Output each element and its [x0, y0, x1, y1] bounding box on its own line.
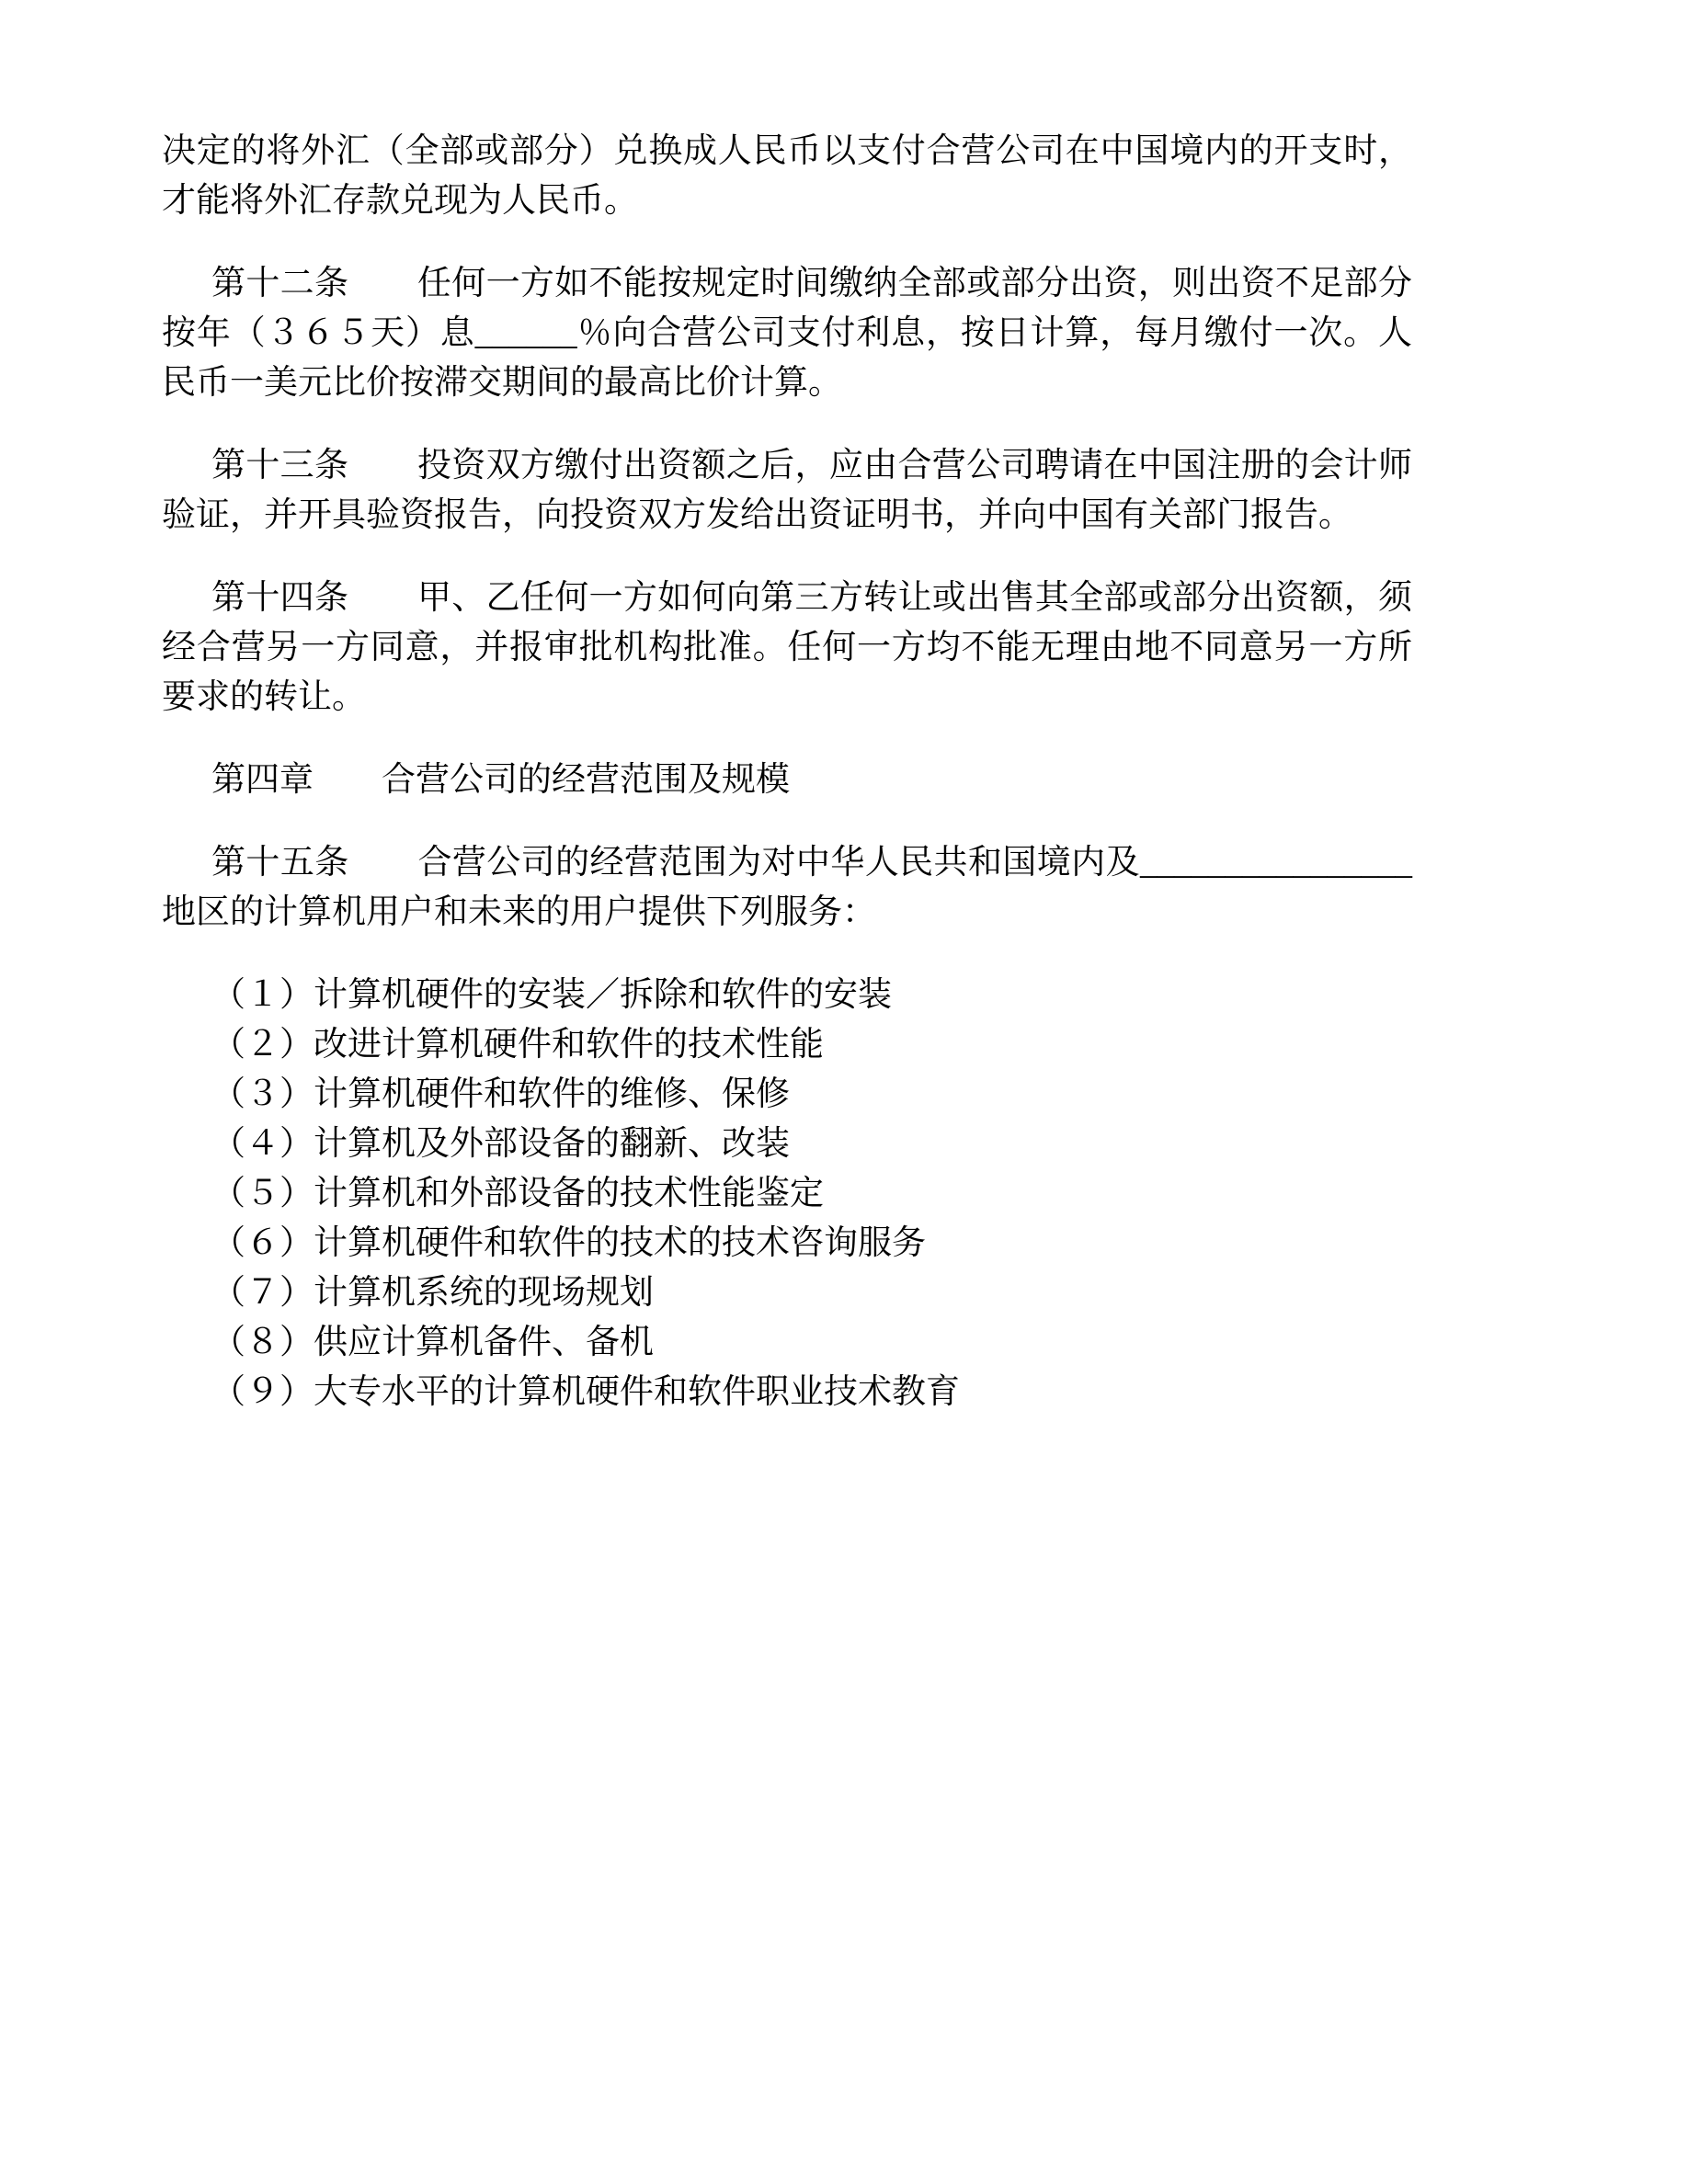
article-12: 第十二条 任何一方如不能按规定时间缴纳全部或部分出资，则出资不足部分按年（３６５天）息______％向合营公司支付利息，按日计算，每月缴付一次。人民币一美元比价按滞交期间的最高比价计算。 — [162, 265, 1412, 402]
service-item-2: （２）改进计算机硬件和软件的技术性能 — [211, 1026, 824, 1064]
article-15: 第十五条 合营公司的经营范围为对中华人民共和国境内及________________地区的计算机用户和未来的用户提供下列服务： — [162, 844, 1412, 931]
service-item-1: （１）计算机硬件的安装／拆除和软件的安装 — [211, 976, 892, 1014]
service-item-7: （７）计算机系统的现场规划 — [211, 1274, 654, 1312]
article-13: 第十三条 投资双方缴付出资额之后，应由合营公司聘请在中国注册的会计师验证，并开具验资报告，向投资双方发给出资证明书，并向中国有关部门报告。 — [162, 447, 1412, 534]
service-item-6: （６）计算机硬件和软件的技术的技术咨询服务 — [211, 1224, 926, 1262]
paragraph-forex-continuation: 决定的将外汇（全部或部分）兑换成人民币以支付合营公司在中国境内的开支时，才能将外汇存款兑现为人民币。 — [162, 132, 1412, 220]
chapter-4-heading: 第四章 合营公司的经营范围及规模 — [211, 761, 790, 799]
article-14: 第十四条 甲、乙任何一方如何向第三方转让或出售其全部或部分出资额，须经合营另一方同意，并报审批机构批准。任何一方均不能无理由地不同意另一方所要求的转让。 — [162, 579, 1412, 716]
service-item-4: （４）计算机及外部设备的翻新、改装 — [211, 1125, 790, 1163]
service-item-3: （３）计算机硬件和软件的维修、保修 — [211, 1075, 790, 1113]
service-item-9: （９）大专水平的计算机硬件和软件职业技术教育 — [211, 1373, 960, 1411]
service-item-8: （８）供应计算机备件、备机 — [211, 1324, 654, 1361]
service-item-5: （５）计算机和外部设备的技术性能鉴定 — [211, 1175, 824, 1212]
